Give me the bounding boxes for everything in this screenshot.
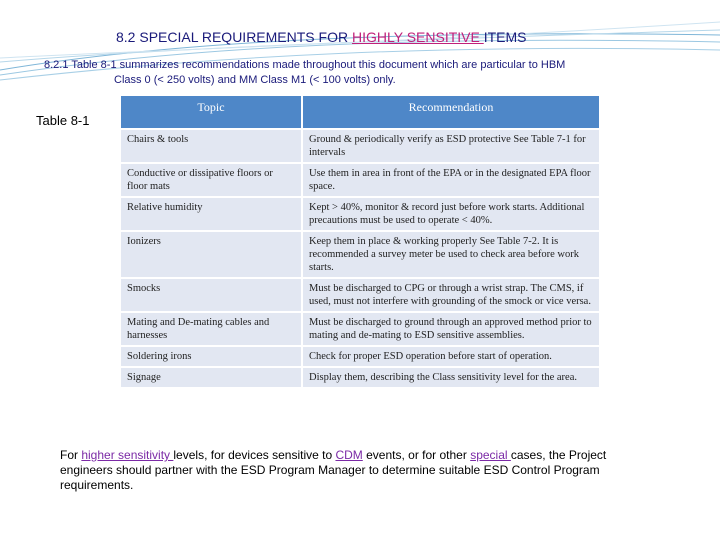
topic-cell: Conductive or dissipative floors or floor mats [120, 163, 302, 197]
title-prefix: 8.2 SPECIAL REQUIREMENTS FOR [116, 29, 352, 45]
section-title [116, 29, 527, 45]
header-recommendation: Recommendation [302, 95, 600, 129]
intro-line-2: Class 0 (< 250 volts) and MM Class M1 (< 100 volts) only. [114, 74, 396, 86]
title-suffix: ITEMS [483, 29, 527, 45]
recommendation-cell: Display them, describing the Class sensitivity level for the area. [302, 367, 600, 388]
requirements-table [120, 95, 600, 388]
topic-cell: Ionizers [120, 231, 302, 278]
recommendation-cell: Must be discharged to CPG or through a wrist strap. The CMS, if used, must not interfere with grounding of the smock or vice versa. [302, 278, 600, 312]
topic-cell: Chairs & tools [120, 129, 302, 163]
table-row [120, 367, 600, 388]
recommendation-cell: Use them in area in front of the EPA or in the designated EPA floor space. [302, 163, 600, 197]
topic-cell: Soldering irons [120, 346, 302, 367]
table-row [120, 163, 600, 197]
footer-paragraph [60, 448, 660, 493]
recommendation-cell: Check for proper ESD operation before start of operation. [302, 346, 600, 367]
topic-cell: Mating and De-mating cables and harnesses [120, 312, 302, 346]
recommendation-cell: Kept > 40%, monitor & record just before work starts. Additional precautions must be used to operate < 40%. [302, 197, 600, 231]
recommendation-cell: Ground & periodically verify as ESD protective See Table 7-1 for intervals [302, 129, 600, 163]
intro-paragraph [44, 58, 684, 88]
table-label: Table 8-1 [36, 113, 90, 128]
recommendation-cell: Keep them in place & working properly See Table 7-2. It is recommended a survey meter be used to check area before work starts. [302, 231, 600, 278]
topic-cell: Signage [120, 367, 302, 388]
link-higher-sensitivity[interactable]: higher sensitivity [81, 448, 174, 462]
table-row [120, 278, 600, 312]
table-row [120, 312, 600, 346]
table-row [120, 129, 600, 163]
intro-line-1: 8.2.1 Table 8-1 summarizes recommendations made throughout this document which are particular to HBM [44, 59, 566, 71]
footer-text: levels, for devices sensitive to [173, 448, 336, 462]
topic-cell: Relative humidity [120, 197, 302, 231]
topic-cell: Smocks [120, 278, 302, 312]
recommendation-cell: Must be discharged to ground through an approved method prior to mating and de-mating to ESD sensitive assemblies. [302, 312, 600, 346]
table-header-row [120, 95, 600, 129]
table-row [120, 231, 600, 278]
title-highlight: HIGHLY SENSITIVE [351, 29, 484, 45]
footer-text: events, or for other [362, 448, 471, 462]
footer-text: cases, the Project engineers should partner with the ESD Program Manager to determine suitable ESD Control Program requirements. [60, 448, 607, 492]
header-topic: Topic [120, 95, 302, 129]
table-row [120, 197, 600, 231]
table-row [120, 346, 600, 367]
footer-text: For [60, 448, 82, 462]
link-cdm[interactable]: CDM [335, 448, 363, 462]
link-special[interactable]: special [470, 448, 511, 462]
